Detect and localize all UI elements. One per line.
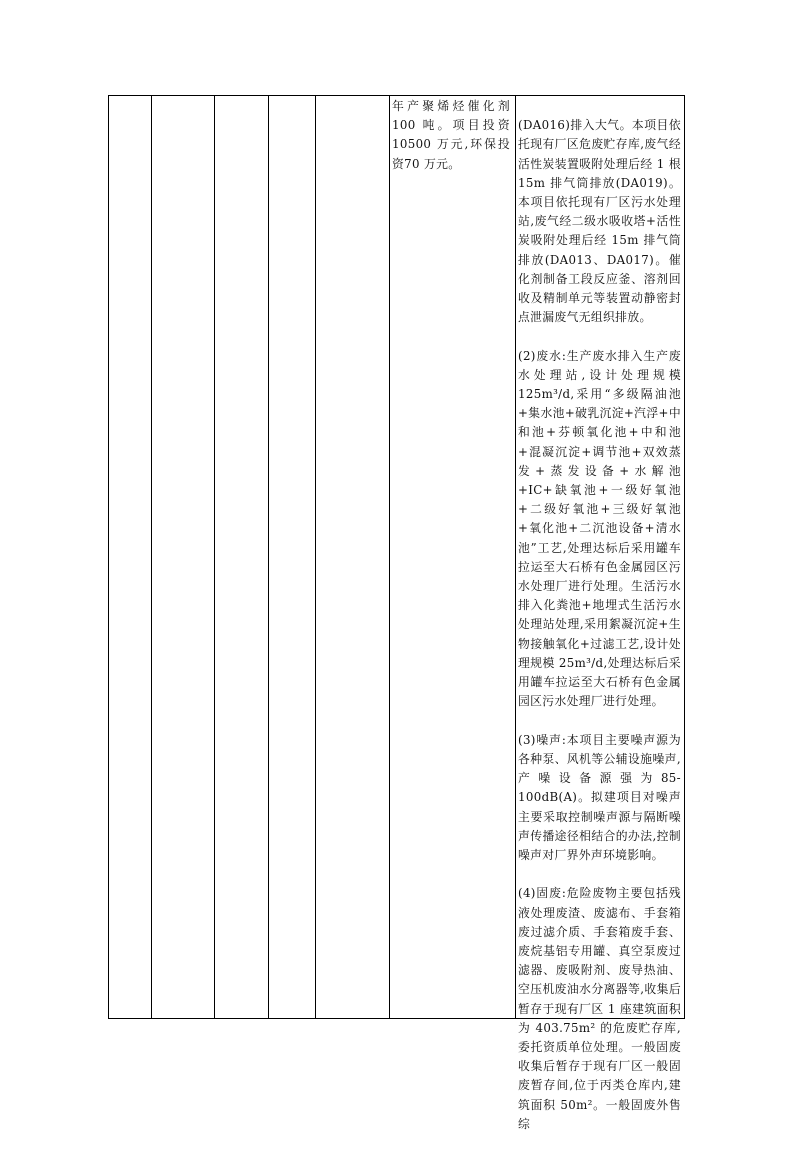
- table-cell-col5: [315, 95, 389, 1019]
- table-cell-col2: [151, 95, 214, 1019]
- table-cell-project-scale: [392, 95, 510, 1019]
- solid-waste-paragraph: (4)固废:危险废物主要包括残液处理废渣、废滤布、手套箱废过滤介质、手套箱废手套、废烷基铝专用罐、真空泵废过滤器、废吸附剂、废导热油、空压机废油水分离器等,收集后暂存于现有厂区 1 座建筑面积为 403.75m² 的危废贮存库,委托资质单位处理。一般固废收集后暂存于现有厂区一般固废暂存间,位于丙类仓库内,建筑面积 50m²。一般固废外售综: [518, 886, 681, 1131]
- project-scale-text: 年产聚烯烃催化剂100 吨。项目投资10500 万元,环保投资70 万元。: [392, 99, 510, 171]
- table-cell-col3: [214, 95, 268, 1019]
- table-cell-col4: [268, 95, 315, 1019]
- table-cell-col1: [108, 95, 151, 1019]
- table-cell-environmental-measures: [518, 95, 681, 1131]
- waste-gas-paragraph: (DA016)排入大气。本项目依托现有厂区危废贮存库,废气经活性炭装置吸附处理后经 1 根 15m 排气筒排放(DA019)。本项目依托现有厂区污水处理站,废气经二级水吸收塔+活性炭吸附处理后经 15m 排气筒排放(DA013、DA017)。催化剂制备工段反应釜、溶剂回收及精制单元等装置动静密封点泄漏废气无组织排放。: [518, 118, 681, 325]
- wastewater-paragraph: (2)废水:生产废水排入生产废水处理站,设计处理规模 125m³/d,采用“多级隔油池+集水池+破乳沉淀+汽浮+中和池+芬顿氧化池+中和池+混凝沉淀+调节池+双效蒸发+蒸发设备+水解池+IC+缺氧池+一级好氧池+二级好氧池+三级好氧池+氧化池+二沉池设备+清水池”工艺,处理达标后采用罐车拉运至大石桥有色金属园区污水处理厂进行处理。生活污水排入化粪池+地埋式生活污水处理站处理,采用絮凝沉淀+生物接触氧化+过滤工艺,设计处理规模 25m³/d,处理达标后采用罐车拉运至大石桥有色金属园区污水处理厂进行处理。: [518, 348, 681, 709]
- noise-paragraph: (3)噪声:本项目主要噪声源为各种泵、风机等公辅设施噪声,产噪设备源强为85-100dB(A)。拟建项目对噪声主要采取控制噪声源与隔断噪声传播途径相结合的办法,控制噪声对厂界外声环境影响。: [518, 732, 681, 862]
- column-divider: [389, 95, 390, 1019]
- environmental-measures-text: [518, 97, 681, 1153]
- column-divider: [515, 95, 516, 1019]
- table: [108, 95, 685, 1131]
